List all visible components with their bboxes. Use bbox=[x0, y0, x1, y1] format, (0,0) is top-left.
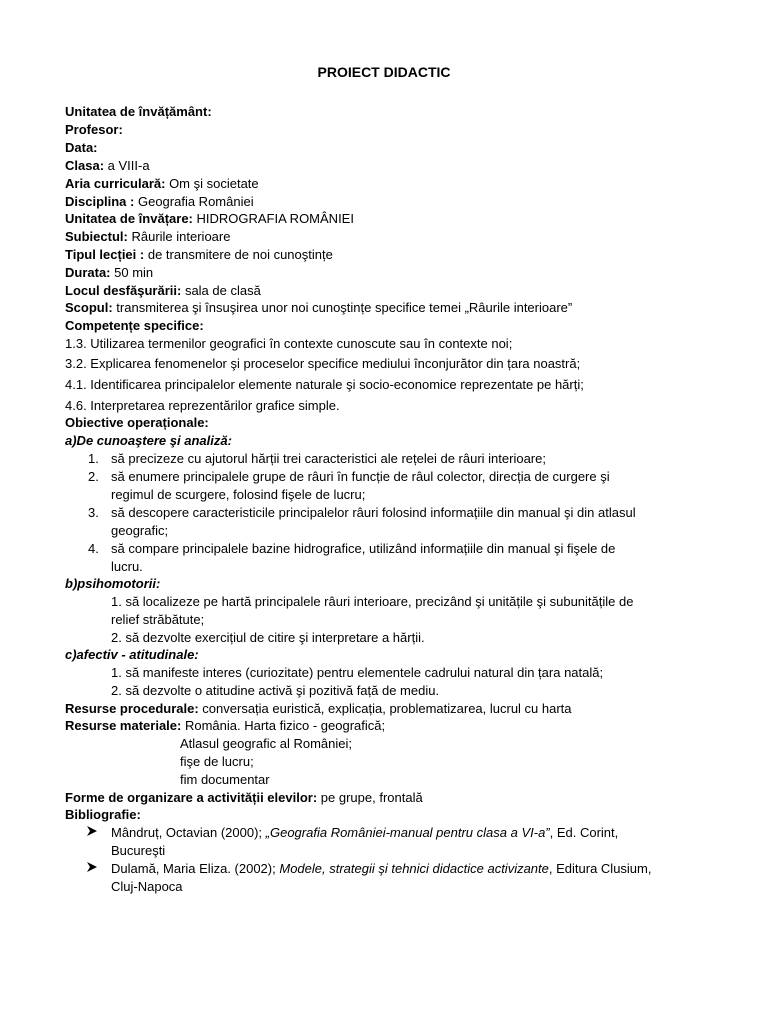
list-number: 2. bbox=[88, 469, 99, 484]
bibliografie-heading: Bibliografie: bbox=[65, 807, 141, 822]
bibliography-entry bbox=[111, 824, 618, 841]
competenta-item: 4.1. Identificarea principalelor elemente naturale şi socio-economice reprezentate pe hărți; bbox=[65, 377, 584, 392]
resurse-procedurale-label: Resurse procedurale: bbox=[65, 701, 199, 716]
unitatea-invatare-value: HIDROGRAFIA ROMÂNIEI bbox=[196, 211, 354, 226]
resurse-materiale-label: Resurse materiale: bbox=[65, 718, 182, 733]
list-item-continued: geografic; bbox=[111, 523, 169, 538]
aria-label: Aria curriculară: bbox=[65, 176, 166, 191]
list-item: să descopere caracteristicile principalelor râuri folosind informațiile din manual şi din atlasul bbox=[111, 505, 636, 520]
unitatea-invatare-label: Unitatea de învățare: bbox=[65, 211, 193, 226]
field-locul bbox=[65, 282, 261, 299]
obiective-a-heading: a)De cunoaştere şi analiză: bbox=[65, 433, 232, 448]
list-item: 1. să manifeste interes (curiozitate) pentru elementele cadrului natural din țara natală; bbox=[111, 665, 604, 680]
field-data: Data: bbox=[65, 140, 98, 155]
obiective-b-heading: b)psihomotorii: bbox=[65, 576, 161, 591]
tipul-value: de transmitere de noi cunoştințe bbox=[147, 247, 333, 262]
list-item: să precizeze cu ajutorul hărții trei caracteristici ale rețelei de râuri interioare; bbox=[111, 451, 546, 466]
clasa-label: Clasa: bbox=[65, 158, 105, 173]
list-number: 1. bbox=[88, 451, 99, 466]
resurse-materiale-item: Atlasul geografic al României; bbox=[180, 736, 352, 751]
durata-label: Durata: bbox=[65, 265, 111, 280]
field-resurse-materiale bbox=[65, 717, 385, 734]
field-durata bbox=[65, 264, 153, 281]
aria-value: Om şi societate bbox=[169, 176, 259, 191]
ref-publisher: , Ed. Corint, bbox=[549, 825, 619, 840]
field-aria-curriculara bbox=[65, 175, 259, 192]
resurse-materiale-item: fim documentar bbox=[180, 772, 270, 787]
competente-heading: Competențe specifice: bbox=[65, 318, 204, 333]
field-unitatea-invatamant: Unitatea de învățământ: bbox=[65, 104, 212, 119]
obiective-heading: Obiective operaționale: bbox=[65, 415, 209, 430]
tipul-label: Tipul lecției : bbox=[65, 247, 145, 262]
field-forme-organizare bbox=[65, 789, 423, 806]
list-item: 2. să dezvolte o atitudine activă şi pozitivă față de mediu. bbox=[111, 683, 440, 698]
resurse-materiale-value: România. Harta fizico - geografică; bbox=[184, 718, 386, 733]
competenta-item: 1.3. Utilizarea termenilor geografici în contexte cunoscute sau în contexte noi; bbox=[65, 336, 513, 351]
list-item-continued: lucru. bbox=[111, 559, 143, 574]
field-resurse-procedurale bbox=[65, 700, 572, 717]
field-profesor: Profesor: bbox=[65, 122, 123, 137]
arrow-bullet-icon bbox=[86, 860, 98, 877]
ref-authors: Mândruț, Octavian (2000); bbox=[111, 825, 263, 840]
list-number: 4. bbox=[88, 541, 99, 556]
subiectul-value: Râurile interioare bbox=[131, 229, 231, 244]
ref-authors: Dulamă, Maria Eliza. (2002); bbox=[111, 861, 276, 876]
resurse-procedurale-value: conversația euristică, explicația, problematizarea, lucrul cu harta bbox=[202, 701, 572, 716]
ref-title: „Geografia României-manual pentru clasa a VI-a” bbox=[265, 825, 550, 840]
ref-publisher: , Editura Clusium, bbox=[548, 861, 652, 876]
ref-city: Bucureşti bbox=[111, 843, 166, 858]
clasa-value: a VIII-a bbox=[107, 158, 150, 173]
field-clasa bbox=[65, 157, 150, 174]
field-tipul-lectiei bbox=[65, 246, 333, 263]
field-scopul bbox=[65, 299, 572, 316]
list-item: să enumere principalele grupe de râuri în funcție de râul colector, direcția de curgere şi bbox=[111, 469, 610, 484]
list-item: să compare principalele bazine hidrografice, utilizând informațiile din manual şi fişele de bbox=[111, 541, 616, 556]
document-title: PROIECT DIDACTIC bbox=[317, 64, 451, 80]
field-subiectul bbox=[65, 228, 230, 245]
list-item-continued: relief străbătute; bbox=[111, 612, 205, 627]
obiective-c-heading: c)afectiv - atitudinale: bbox=[65, 647, 199, 662]
arrow-bullet-icon bbox=[86, 824, 98, 841]
field-disciplina bbox=[65, 193, 254, 210]
scopul-label: Scopul: bbox=[65, 300, 113, 315]
forme-label: Forme de organizare a activității elevilor: bbox=[65, 790, 318, 805]
competenta-item: 4.6. Interpretarea reprezentărilor grafice simple. bbox=[65, 398, 340, 413]
field-unitatea-invatare bbox=[65, 210, 354, 227]
ref-city: Cluj-Napoca bbox=[111, 879, 183, 894]
resurse-materiale-item: fişe de lucru; bbox=[180, 754, 254, 769]
disciplina-value: Geografia României bbox=[137, 194, 254, 209]
disciplina-label: Disciplina : bbox=[65, 194, 135, 209]
ref-title: Modele, strategii şi tehnici didactice activizante bbox=[279, 861, 549, 876]
list-item-continued: regimul de scurgere, folosind fişele de lucru; bbox=[111, 487, 366, 502]
forme-value: pe grupe, frontală bbox=[320, 790, 423, 805]
locul-label: Locul desfăşurării: bbox=[65, 283, 182, 298]
subiectul-label: Subiectul: bbox=[65, 229, 128, 244]
list-item: 2. să dezvolte exercițiul de citire şi interpretare a hărții. bbox=[111, 630, 425, 645]
durata-value: 50 min bbox=[114, 265, 154, 280]
list-number: 3. bbox=[88, 505, 99, 520]
list-item: 1. să localizeze pe hartă principalele râuri interioare, precizând şi unitățile şi subunitățile de bbox=[111, 594, 634, 609]
bibliography-entry bbox=[111, 860, 651, 877]
scopul-value: transmiterea şi însuşirea unor noi cunoştințe specifice temei „Râurile interioare” bbox=[116, 300, 573, 315]
locul-value: sala de clasă bbox=[184, 283, 261, 298]
competenta-item: 3.2. Explicarea fenomenelor şi proceselor specifice mediului înconjurător din țara noastră; bbox=[65, 356, 581, 371]
